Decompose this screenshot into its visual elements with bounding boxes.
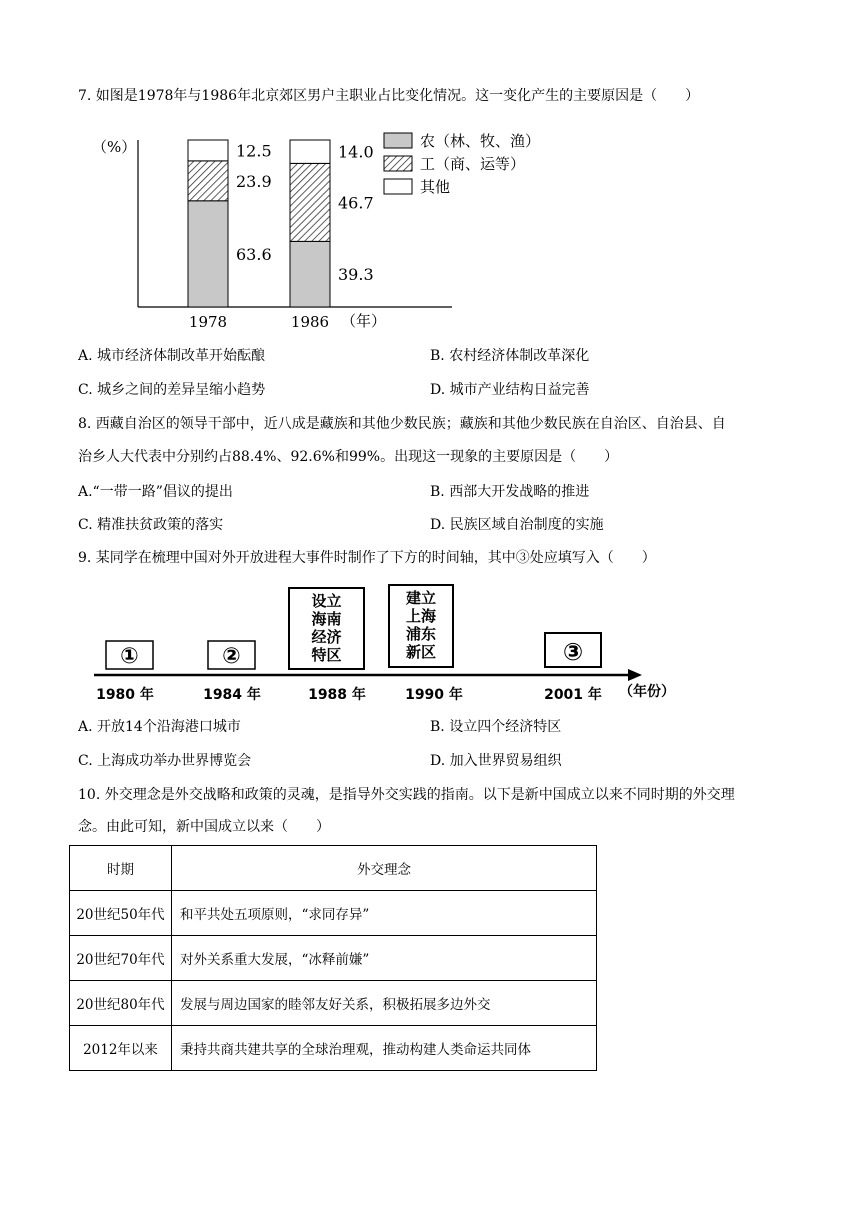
q7-option-a[interactable]: A. 城市经济体制改革开始酝酿 bbox=[78, 348, 266, 364]
timeline-year-1990: 1990 年 bbox=[405, 687, 463, 703]
q9-stem: 9. 某同学在梳理中国对外开放进程大事件时制作了下方的时间轴，其中③处应填写入（ ） bbox=[78, 550, 656, 566]
table-row bbox=[70, 1026, 597, 1071]
table-row bbox=[70, 936, 597, 981]
legend-label-other: 其他 bbox=[420, 178, 451, 196]
table-cell-concept: 秉持共商共建共享的全球治理观，推动构建人类命运共同体 bbox=[172, 1026, 597, 1071]
bar-1978-agriculture bbox=[188, 201, 228, 307]
q8-option-a[interactable]: A.“一带一路”倡议的提出 bbox=[78, 484, 233, 500]
q9-option-d[interactable]: D. 加入世界贸易组织 bbox=[430, 753, 562, 769]
timeline-box-1988-line1: 设立 bbox=[311, 592, 342, 610]
chart-xlabel: （年） bbox=[341, 312, 387, 330]
timeline-box-1990-line1: 建立 bbox=[405, 589, 437, 607]
table-row bbox=[70, 981, 597, 1026]
timeline-box-1988 bbox=[289, 588, 364, 669]
bar-1986-industry bbox=[290, 163, 330, 241]
diplomacy-table bbox=[69, 845, 597, 1071]
legend-label-agriculture: 农（林、牧、渔） bbox=[420, 132, 541, 150]
timeline-box-1990-line4: 新区 bbox=[405, 643, 437, 661]
table-cell-concept: 对外关系重大发展，“冰释前嫌” bbox=[172, 936, 597, 981]
bar-1986-agriculture bbox=[290, 241, 330, 307]
timeline-arrow-icon bbox=[628, 669, 642, 681]
timeline-box-1984-text: ② bbox=[222, 644, 241, 669]
x-tick-1986: 1986 bbox=[290, 313, 330, 331]
opening-timeline bbox=[92, 582, 732, 712]
table-cell-period: 20世纪50年代 bbox=[70, 891, 172, 936]
timeline-box-1980 bbox=[106, 641, 153, 669]
table-cell-concept: 发展与周边国家的睦邻友好关系，积极拓展多边外交 bbox=[172, 981, 597, 1026]
timeline-box-1984 bbox=[208, 641, 255, 669]
table-header-concept: 外交理念 bbox=[172, 846, 597, 891]
bar-1978-other bbox=[188, 140, 228, 161]
timeline-year-1980: 1980 年 bbox=[96, 687, 154, 703]
q8-option-c[interactable]: C. 精准扶贫政策的落实 bbox=[78, 517, 224, 533]
value-label-1978-industry: 23.9 bbox=[236, 171, 272, 191]
q8-option-b[interactable]: B. 西部大开发战略的推进 bbox=[430, 484, 590, 500]
value-label-1986-industry: 46.7 bbox=[338, 193, 374, 213]
employment-chart bbox=[90, 130, 541, 331]
table-header-period: 时期 bbox=[70, 846, 172, 891]
q10-stem-line2: 念。由此可知，新中国成立以来（ ） bbox=[78, 819, 330, 835]
timeline-box-1988-line3: 经济 bbox=[311, 628, 342, 646]
table-header-row bbox=[70, 846, 597, 891]
table-cell-period: 20世纪70年代 bbox=[70, 936, 172, 981]
q7-option-d[interactable]: D. 城市产业结构日益完善 bbox=[430, 382, 590, 398]
q9-option-a[interactable]: A. 开放14个沿海港口城市 bbox=[78, 719, 241, 735]
table-cell-period: 20世纪80年代 bbox=[70, 981, 172, 1026]
value-label-1978-agriculture: 63.6 bbox=[236, 244, 272, 264]
q8-stem-line1: 8. 西藏自治区的领导干部中，近八成是藏族和其他少数民族；藏族和其他少数民族在自治区、自治县、自 bbox=[78, 416, 726, 432]
q7-option-b[interactable]: B. 农村经济体制改革深化 bbox=[430, 348, 590, 364]
timeline-box-2001 bbox=[545, 633, 601, 667]
timeline-axis-label: （年份） bbox=[619, 684, 675, 700]
timeline-box-1980-text: ① bbox=[120, 644, 139, 669]
q10-stem-line1: 10. 外交理念是外交战略和政策的灵魂，是指导外交实践的指南。以下是新中国成立以来不同时期的外交理 bbox=[78, 787, 735, 803]
legend-label-industry: 工（商、运等） bbox=[420, 155, 526, 173]
table-cell-concept: 和平共处五项原则，“求同存异” bbox=[172, 891, 597, 936]
legend-swatch-agriculture bbox=[384, 133, 412, 148]
chart-ylabel: （%） bbox=[92, 138, 137, 156]
q9-option-c[interactable]: C. 上海成功举办世界博览会 bbox=[78, 753, 252, 769]
q9-option-b[interactable]: B. 设立四个经济特区 bbox=[430, 719, 562, 735]
legend-swatch-other bbox=[384, 179, 412, 194]
timeline-box-1988-line4: 特区 bbox=[311, 646, 342, 664]
value-label-1986-agriculture: 39.3 bbox=[338, 265, 374, 285]
timeline-year-1988: 1988 年 bbox=[308, 687, 366, 703]
timeline-year-2001: 2001 年 bbox=[544, 687, 602, 703]
timeline-box-1990 bbox=[389, 585, 453, 667]
timeline-box-1988-line2: 海南 bbox=[311, 610, 342, 628]
value-label-1986-other: 14.0 bbox=[338, 142, 374, 162]
timeline-year-1984: 1984 年 bbox=[203, 687, 261, 703]
x-tick-1978: 1978 bbox=[188, 313, 228, 331]
table-cell-period: 2012年以来 bbox=[70, 1026, 172, 1071]
timeline-box-1990-line3: 浦东 bbox=[405, 625, 437, 643]
q7-option-c[interactable]: C. 城乡之间的差异呈缩小趋势 bbox=[78, 382, 266, 398]
q8-option-d[interactable]: D. 民族区域自治制度的实施 bbox=[430, 517, 604, 533]
timeline-box-1990-line2: 上海 bbox=[405, 607, 437, 625]
value-label-1978-other: 12.5 bbox=[236, 141, 272, 161]
q8-stem-line2: 治乡人大代表中分别约占88.4%、92.6%和99%。出现这一现象的主要原因是（ ） bbox=[78, 449, 619, 465]
chart-legend bbox=[384, 132, 540, 196]
timeline-box-2001-text: ③ bbox=[562, 638, 584, 666]
table-row bbox=[70, 891, 597, 936]
legend-swatch-industry bbox=[384, 156, 412, 171]
bar-1978-industry bbox=[188, 161, 228, 201]
q7-stem: 7. 如图是1978年与1986年北京郊区男户主职业占比变化情况。这一变化产生的主要原因是（ ） bbox=[78, 88, 700, 104]
bar-1986-other bbox=[290, 140, 330, 163]
